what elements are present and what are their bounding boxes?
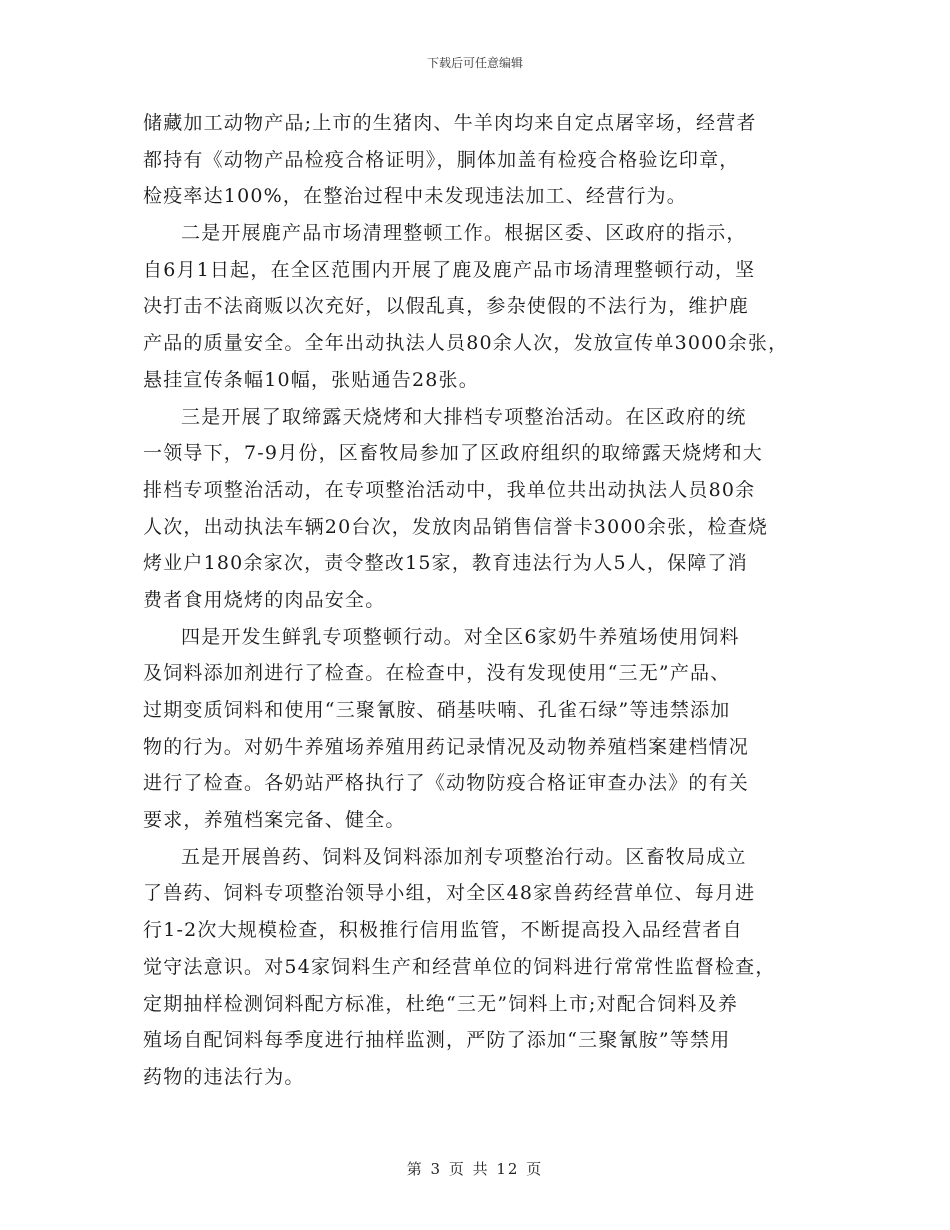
body-line: 了兽药、饲料专项整治领导小组，对全区48家兽药经营单位、每月进	[143, 882, 756, 905]
page-header: 下载后可任意编辑	[426, 56, 523, 70]
body-line: 人次，出动执法车辆20台次，发放肉品销售信誉卡3000余张，检查烧	[143, 515, 769, 538]
document-body	[143, 105, 823, 1096]
body-line: 决打击不法商贩以次充好，以假乱真，参杂使假的不法行为，维护鹿	[143, 295, 750, 318]
body-line: 及饲料添加剂进行了检查。在检查中，没有发现使用“三无”产品、	[143, 662, 731, 685]
body-line: 过期变质饲料和使用“三聚氰胺、硝基呋喃、孔雀石绿”等违禁添加	[143, 699, 731, 721]
body-line: 觉守法意识。对54家饲料生产和经营单位的饲料进行常常性监督检查，	[143, 955, 776, 978]
body-line: 行1-2次大规模检查，积极推行信用监管，不断提高投入品经营者自	[143, 919, 743, 942]
body-line: 殖场自配饲料每季度进行抽样监测，严防了添加“三聚氰胺”等禁用	[143, 1029, 731, 1052]
body-line: 自6月1日起，在全区范围内开展了鹿及鹿产品市场清理整顿行动，坚	[143, 258, 756, 281]
paragraph-start-line: 二是开展鹿产品市场清理整顿工作。根据区委、区政府的指示，	[181, 222, 747, 245]
body-line: 定期抽样检测饲料配方标准，杜绝“三无”饲料上市;对配合饲料及养	[143, 992, 739, 1015]
page-number-footer: 第 3 页 共 12 页	[406, 1160, 544, 1178]
body-line: 要求，养殖档案完备、健全。	[143, 809, 406, 832]
body-line: 费者食用烧烤的肉品安全。	[143, 588, 386, 611]
body-line: 悬挂宣传条幅10幅，张贴通告28张。	[143, 368, 479, 391]
paragraph-start-line: 三是开展了取缔露天烧烤和大排档专项整治活动。在区政府的统	[181, 405, 747, 428]
body-line: 药物的违法行为。	[143, 1065, 305, 1088]
body-line: 检疫率达100%，在整治过程中未发现违法加工、经营行为。	[143, 185, 687, 208]
body-line: 烤业户180余家次，责令整改15家，教育违法行为人5人，保障了消	[143, 552, 748, 575]
body-line: 产品的质量安全。全年出动执法人员80余人次，发放宣传单3000余张，	[143, 332, 789, 355]
body-line: 储藏加工动物产品;上市的生猪肉、牛羊肉均来自定点屠宰场，经营者	[143, 112, 757, 134]
paragraph-start-line: 四是开发生鲜乳专项整顿行动。对全区6家奶牛养殖场使用饲料	[181, 625, 740, 648]
body-line: 物的行为。对奶牛养殖场养殖用药记录情况及动物养殖档案建档情况	[143, 735, 750, 758]
body-line: 进行了检查。各奶站严格执行了《动物防疫合格证审查办法》的有关	[143, 772, 750, 795]
body-line: 排档专项整治活动，在专项整治活动中，我单位共出动执法人员80余	[143, 478, 756, 501]
body-line: 都持有《动物产品检疫合格证明》，胴体加盖有检疫合格验讫印章，	[143, 148, 740, 171]
paragraph-start-line: 五是开展兽药、饲料及饲料添加剂专项整治行动。区畜牧局成立	[181, 845, 747, 868]
body-line: 一领导下，7-9月份，区畜牧局参加了区政府组织的取缔露天烧烤和大	[143, 442, 763, 465]
